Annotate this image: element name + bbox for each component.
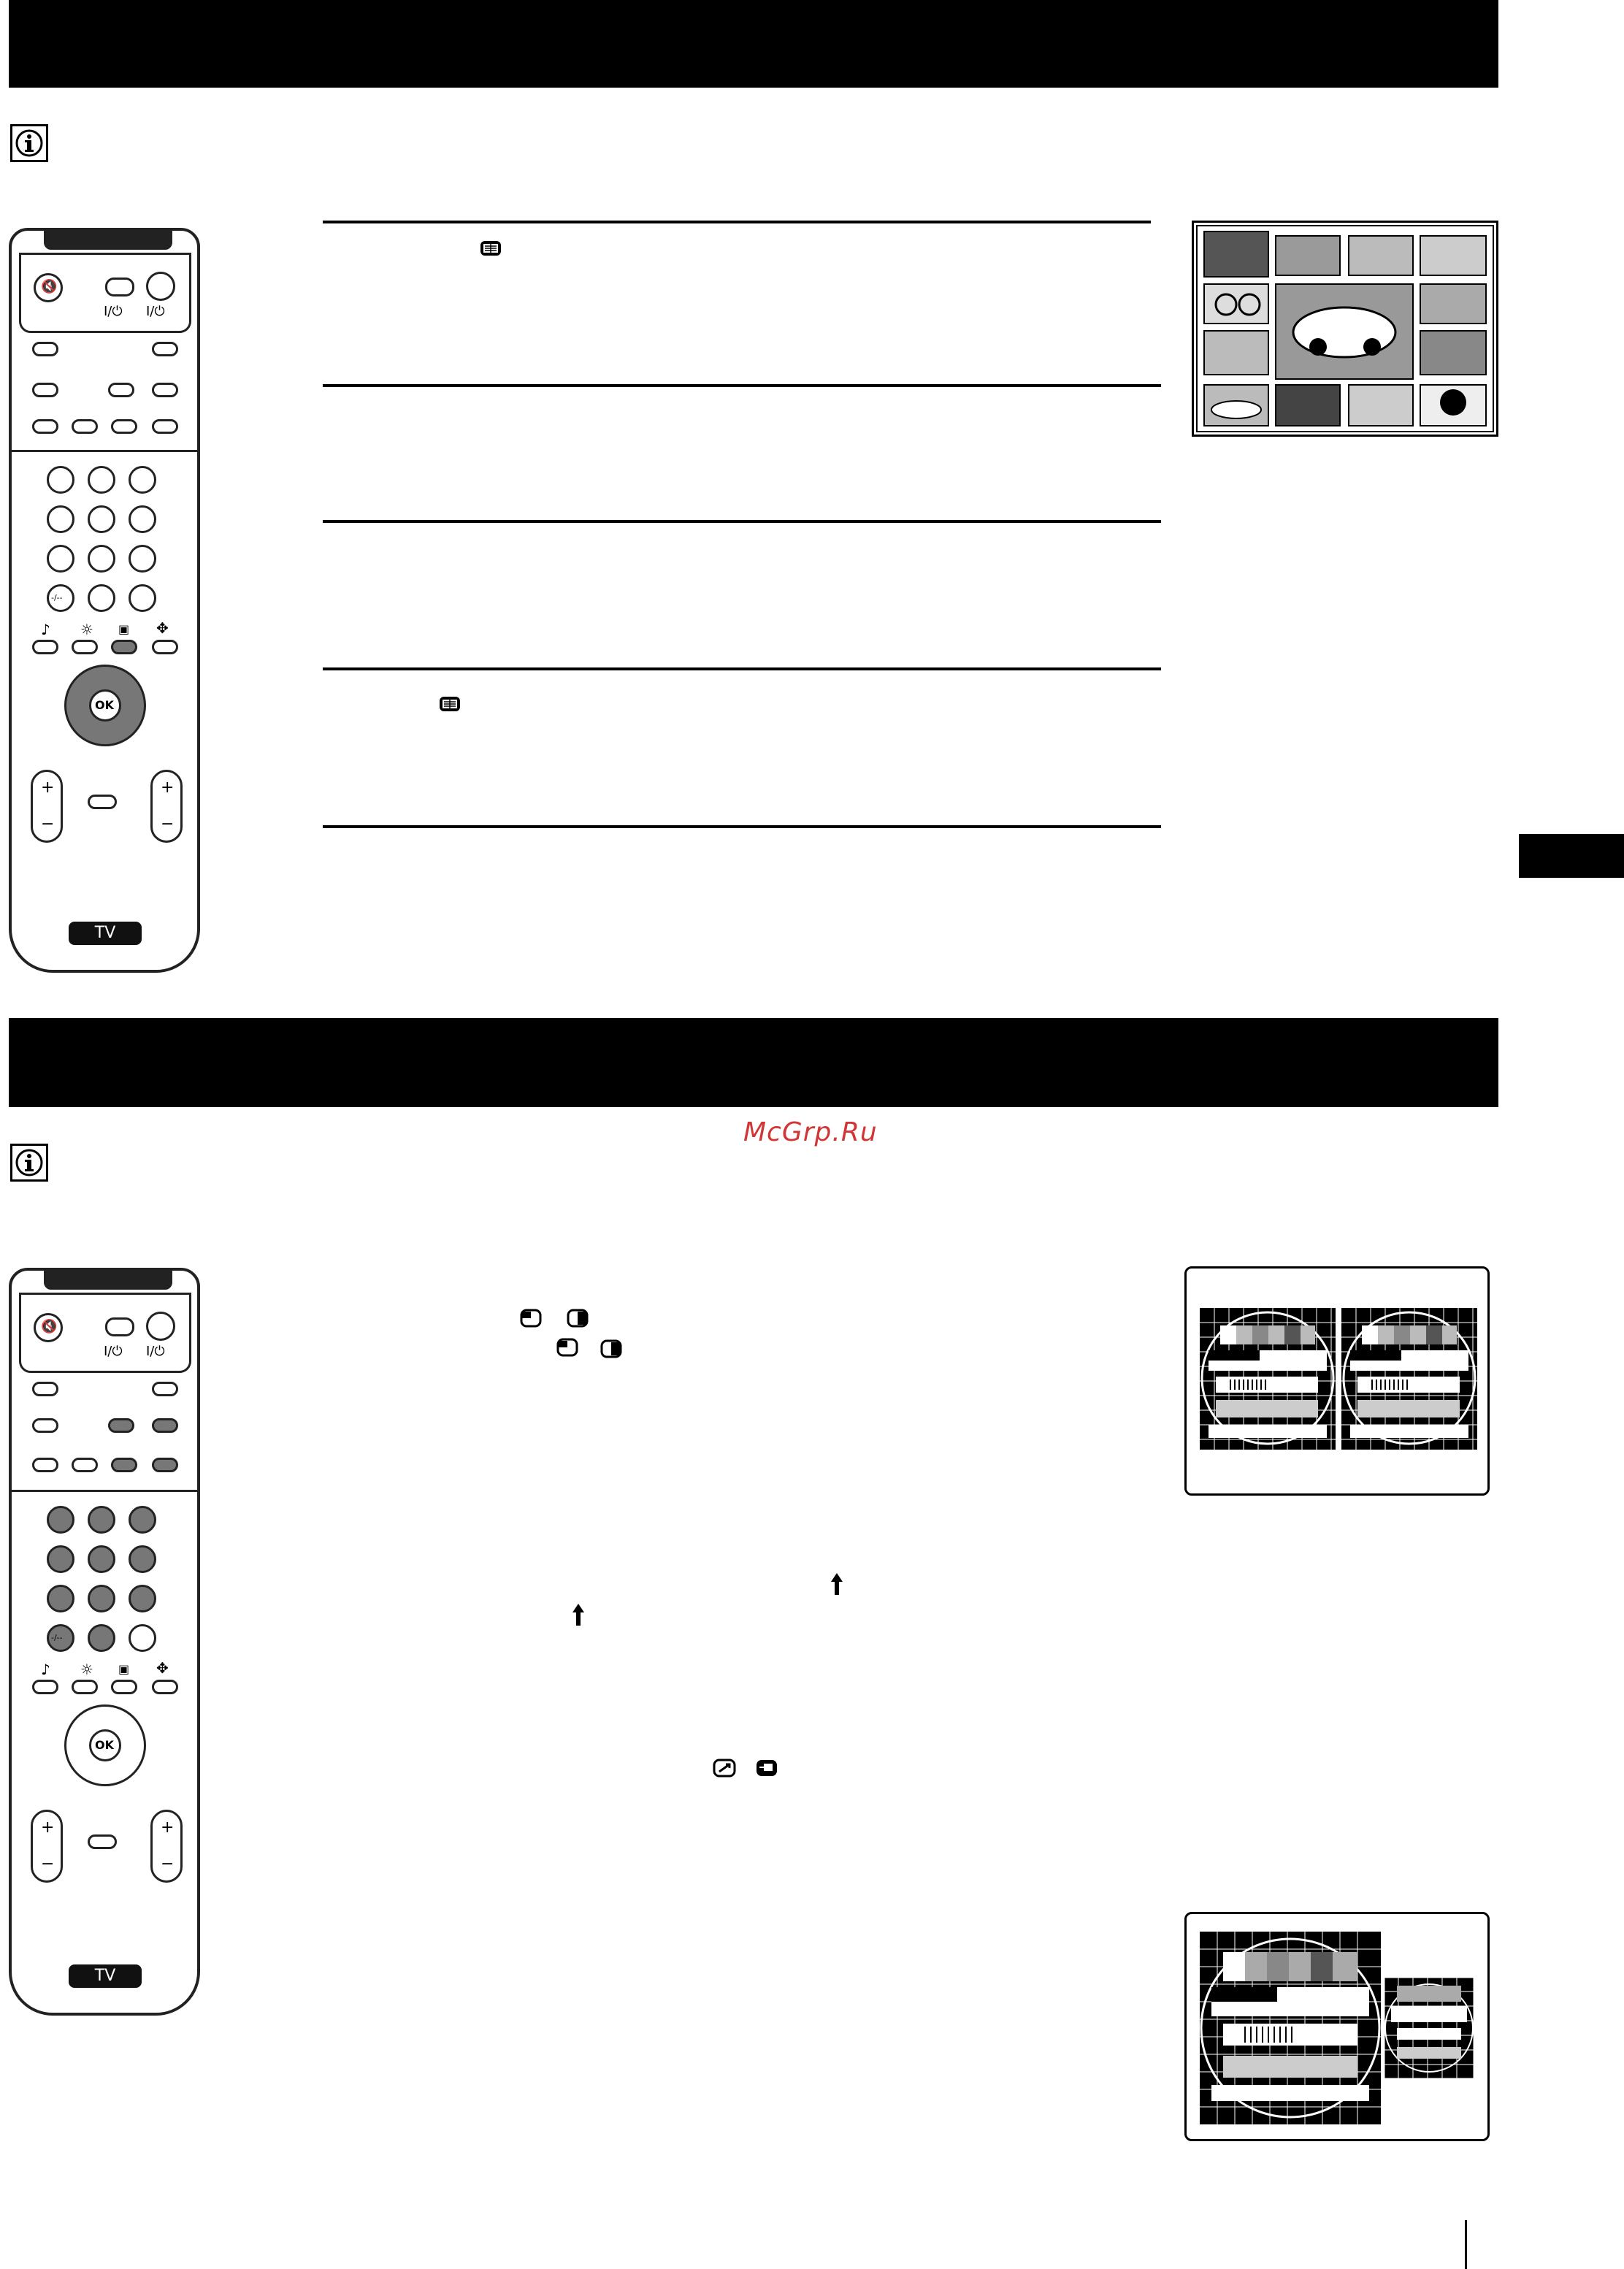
number-button[interactable] [47, 1506, 74, 1534]
jump-button[interactable] [129, 584, 156, 612]
picture-button[interactable] [72, 640, 98, 654]
number-button[interactable] [88, 1506, 115, 1534]
brightness-icon: ☼ [80, 621, 93, 638]
remote-button[interactable] [32, 342, 58, 356]
picture-in-picture-illustration [1184, 1912, 1490, 2141]
number-button[interactable] [129, 1585, 156, 1612]
info-icon [10, 1144, 48, 1182]
number-button[interactable] [47, 545, 74, 573]
pip-icon [755, 1759, 778, 1780]
number-button[interactable] [88, 1585, 115, 1612]
standby-button[interactable] [146, 272, 175, 301]
plus-icon: + [161, 1818, 175, 1837]
divider-rule [323, 221, 1151, 223]
remote-button[interactable] [32, 383, 58, 397]
mute-icon: 🔇 [41, 1319, 58, 1334]
mosaic-image [1194, 223, 1496, 435]
ok-label: OK [95, 1738, 114, 1752]
screen-split-left-icon [556, 1338, 578, 1360]
swap-button[interactable] [108, 1418, 134, 1433]
brightness-icon: ☼ [80, 1661, 93, 1678]
ok-label: OK [95, 698, 114, 712]
arrow-up-icon [571, 1602, 586, 1630]
remote-button[interactable] [32, 1382, 58, 1396]
arrow-up-button[interactable] [152, 1458, 178, 1472]
split-button[interactable] [111, 1458, 137, 1472]
remote-button[interactable] [88, 795, 117, 809]
standby-label: I/⏻ [146, 1344, 165, 1359]
number-button[interactable] [47, 1585, 74, 1612]
double-digit-label: -/-- [51, 593, 63, 602]
remote-control-illustration [9, 228, 200, 973]
remote-button[interactable] [111, 419, 137, 434]
number-button[interactable] [129, 466, 156, 494]
position-button[interactable] [152, 1680, 178, 1694]
minus-icon: − [41, 815, 55, 833]
divider-rule [323, 825, 1161, 828]
swap-icon [713, 1759, 736, 1780]
move-icon: ✥ [156, 619, 169, 637]
number-button[interactable] [88, 545, 115, 573]
standby-label: I/⏻ [146, 304, 165, 319]
plus-icon: + [161, 778, 175, 797]
arrow-up-icon [830, 1572, 844, 1599]
number-button[interactable] [129, 1545, 156, 1573]
remote-top-cap [44, 228, 172, 250]
remote-button[interactable] [32, 1418, 58, 1433]
number-button[interactable] [47, 505, 74, 533]
plus-icon: + [41, 1818, 55, 1837]
screen-split-left-icon [520, 1309, 542, 1331]
remote-button[interactable] [108, 383, 134, 397]
test-card-pair [1187, 1269, 1487, 1493]
number-button[interactable] [88, 584, 115, 612]
remote-divider [12, 1490, 197, 1492]
divider-rule [323, 520, 1161, 523]
number-button[interactable] [88, 466, 115, 494]
remote-divider [12, 450, 197, 452]
mute-icon: 🔇 [41, 279, 58, 294]
remote-button[interactable] [152, 419, 178, 434]
move-icon: ✥ [156, 1659, 169, 1677]
menu-button[interactable] [111, 1680, 137, 1694]
power-button[interactable] [105, 278, 134, 296]
remote-button[interactable] [72, 1458, 98, 1472]
number-button[interactable] [88, 505, 115, 533]
note-icon: ♪ [41, 1661, 50, 1678]
info-icon [10, 124, 48, 162]
pip-button[interactable] [152, 1418, 178, 1433]
remote-button[interactable] [152, 1382, 178, 1396]
section-header-bar-bottom [9, 1018, 1498, 1107]
remote-button[interactable] [152, 383, 178, 397]
power-label: I/⏻ [104, 304, 123, 319]
minus-icon: − [41, 1855, 55, 1873]
number-button[interactable] [88, 1624, 115, 1652]
number-button[interactable] [47, 1545, 74, 1573]
number-button[interactable] [129, 1506, 156, 1534]
remote-button[interactable] [152, 342, 178, 356]
split-screen-illustration [1184, 1266, 1490, 1496]
tv-button[interactable]: TV [69, 1964, 142, 1988]
power-button[interactable] [105, 1317, 134, 1336]
screen-split-right-icon [600, 1339, 622, 1361]
minus-icon: − [161, 815, 175, 833]
sound-button[interactable] [32, 1680, 58, 1694]
minus-icon: − [161, 1855, 175, 1873]
position-button[interactable] [152, 640, 178, 654]
double-digit-label: -/-- [51, 1633, 63, 1642]
page-tab-marker [1519, 834, 1624, 878]
number-button[interactable] [129, 505, 156, 533]
menu-icon: ▣ [118, 622, 130, 636]
page-number-rule [1465, 2220, 1467, 2269]
watermark-text: McGrp.Ru [743, 1117, 878, 1147]
teletext-icon [479, 240, 502, 260]
screen-split-right-icon [567, 1309, 589, 1331]
divider-rule [323, 384, 1161, 387]
section-header-bar-top [9, 0, 1498, 88]
tv-button[interactable]: TV [69, 922, 142, 945]
remote-button[interactable] [32, 419, 58, 434]
multi-picture-illustration [1192, 221, 1498, 437]
power-label: I/⏻ [104, 1344, 123, 1359]
remote-button[interactable] [88, 1834, 117, 1849]
standby-button[interactable] [146, 1312, 175, 1341]
remote-button[interactable] [72, 419, 98, 434]
remote-control-illustration [9, 1268, 200, 2016]
divider-rule [323, 667, 1161, 670]
number-button[interactable] [88, 1545, 115, 1573]
sound-button[interactable] [32, 640, 58, 654]
jump-button[interactable] [129, 1624, 156, 1652]
menu-icon: ▣ [118, 1662, 130, 1676]
number-button[interactable] [47, 466, 74, 494]
remote-button[interactable] [32, 1458, 58, 1472]
pip-test-card [1187, 1914, 1487, 2139]
teletext-icon [438, 695, 461, 716]
note-icon: ♪ [41, 621, 50, 638]
number-button[interactable] [129, 545, 156, 573]
picture-button[interactable] [72, 1680, 98, 1694]
plus-icon: + [41, 778, 55, 797]
remote-top-cap [44, 1268, 172, 1290]
menu-button[interactable] [111, 640, 137, 654]
